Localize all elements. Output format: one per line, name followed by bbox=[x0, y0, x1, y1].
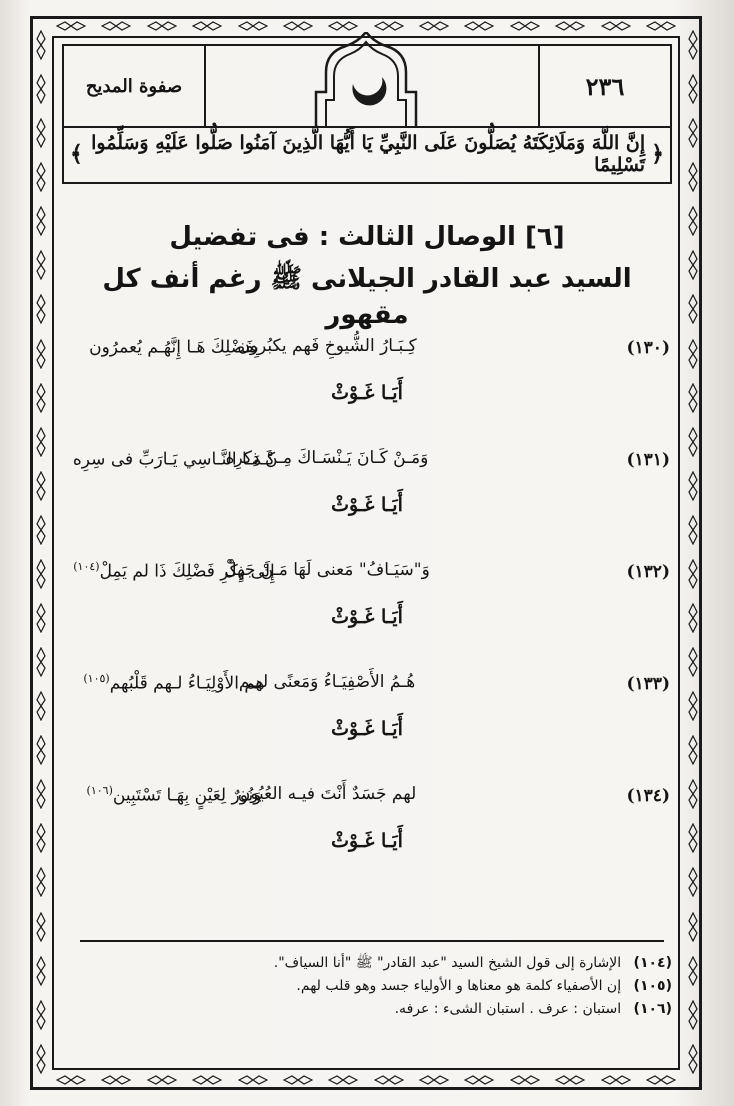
stanza bbox=[62, 442, 672, 554]
second-hemistich bbox=[64, 672, 284, 694]
border-ornament-icon bbox=[36, 471, 46, 501]
border-ornament-icon bbox=[36, 206, 46, 236]
footnote-number: (١٠٤) bbox=[633, 955, 672, 971]
stanza bbox=[62, 554, 672, 666]
refrain: أَيَـا غَـوْثْ bbox=[331, 606, 403, 628]
border-ornament-icon bbox=[555, 21, 585, 31]
border-ornament-icon bbox=[36, 74, 46, 104]
border-ornament-icon bbox=[56, 1075, 86, 1085]
verse-number: (١٣٣) bbox=[626, 674, 670, 694]
border-ornament-icon bbox=[419, 21, 449, 31]
header-box bbox=[62, 44, 672, 184]
verse-row bbox=[62, 778, 672, 828]
quran-verse bbox=[64, 126, 670, 182]
border-ornament-icon bbox=[688, 1000, 698, 1030]
border-ornament-icon bbox=[464, 21, 494, 31]
border-ornament-icon bbox=[36, 691, 46, 721]
verse-row bbox=[62, 330, 672, 380]
bottom-ornament-row bbox=[56, 1072, 676, 1088]
border-ornament-icon bbox=[36, 118, 46, 148]
border-ornament-icon bbox=[36, 250, 46, 280]
footnote-number: (١٠٦) bbox=[633, 1001, 672, 1017]
border-ornament-icon bbox=[36, 339, 46, 369]
footnote-marker: (١٠٦) bbox=[86, 784, 113, 797]
crescent-arch-icon bbox=[306, 32, 426, 126]
border-ornament-icon bbox=[328, 1075, 358, 1085]
header-top-row bbox=[64, 46, 670, 128]
second-hemistich bbox=[64, 336, 284, 358]
border-ornament-icon bbox=[192, 21, 222, 31]
second-hemistich bbox=[64, 560, 284, 582]
border-ornament-icon bbox=[688, 867, 698, 897]
stanza bbox=[62, 330, 672, 442]
refrain: أَيَـا غَـوْثْ bbox=[331, 382, 403, 404]
border-ornament-icon bbox=[688, 118, 698, 148]
footnote bbox=[80, 975, 672, 998]
verse-row bbox=[62, 666, 672, 716]
border-ornament-icon bbox=[688, 427, 698, 457]
first-hemistich: وَمَـنْ كَـانَ يَـنْسَـاكَ مِـنْ ذِكرِه bbox=[225, 448, 429, 468]
border-ornament-icon bbox=[464, 1075, 494, 1085]
border-ornament-icon bbox=[688, 339, 698, 369]
footnote bbox=[80, 952, 672, 975]
border-ornament-icon bbox=[283, 21, 313, 31]
border-ornament-icon bbox=[688, 206, 698, 236]
verse-number: (١٣٤) bbox=[626, 786, 670, 806]
border-ornament-icon bbox=[374, 1075, 404, 1085]
border-ornament-icon bbox=[688, 30, 698, 60]
border-ornament-icon bbox=[688, 250, 698, 280]
stanza bbox=[62, 778, 672, 890]
border-ornament-icon bbox=[688, 471, 698, 501]
first-hemistich: لهم جَسَدٌ أَنْتَ فيـه العُيُون bbox=[237, 784, 417, 804]
border-ornament-icon bbox=[555, 1075, 585, 1085]
border-ornament-icon bbox=[688, 823, 698, 853]
border-ornament-icon bbox=[36, 912, 46, 942]
border-ornament-icon bbox=[36, 559, 46, 589]
book-title: صفوة المديح bbox=[64, 46, 206, 126]
border-ornament-icon bbox=[238, 21, 268, 31]
border-ornament-icon bbox=[510, 1075, 540, 1085]
border-ornament-icon bbox=[688, 559, 698, 589]
border-ornament-icon bbox=[36, 162, 46, 192]
hemistich-text: هم الأَوْلِيَـاءُ لـهم قَلْبُهم bbox=[109, 673, 265, 694]
footnote-marker: (١٠٤) bbox=[73, 560, 100, 573]
verse-close-bracket: ﴾ bbox=[70, 141, 83, 167]
border-ornament-icon bbox=[36, 294, 46, 324]
border-ornament-icon bbox=[283, 1075, 313, 1085]
refrain: أَيَـا غَـوْثْ bbox=[331, 718, 403, 740]
border-ornament-icon bbox=[36, 1044, 46, 1074]
first-hemistich: وَ"سَيَـافُ" مَعنى لَهَا مَـنْ جَهِلْ bbox=[224, 560, 430, 580]
left-ornament-column bbox=[32, 30, 50, 1074]
footnote-number: (١٠٥) bbox=[633, 978, 672, 994]
verse-number: (١٣١) bbox=[626, 450, 670, 470]
border-ornament-icon bbox=[36, 1000, 46, 1030]
border-ornament-icon bbox=[688, 956, 698, 986]
border-ornament-icon bbox=[36, 779, 46, 809]
footnote bbox=[80, 998, 672, 1021]
hemistich-text: كَـمَـا النَّـاسِي يَـارَبِّ فى سِرِه bbox=[72, 449, 276, 470]
border-ornament-icon bbox=[56, 21, 86, 31]
section-subtitle: السيد عبد القادر الجيلانى ﷺ رغم أنف كل مقهور bbox=[102, 264, 632, 330]
verse-open-bracket: ﴿ bbox=[651, 141, 664, 167]
verse-text: إِنَّ اللَّهَ وَمَلَائِكَتَهُ يُصَلُّونَ عَلَى النَّبِيِّ يَا أَيُّهَا الَّذِينَ آمَنُوا صَلُّوا عَلَيْهِ وَسَلِّمُوا تَسْلِيمًا bbox=[91, 132, 646, 176]
border-ornament-icon bbox=[419, 1075, 449, 1085]
first-hemistich: كِـبَـارُ الشُّيوخِ فَهم يكبُرون bbox=[237, 336, 417, 356]
border-ornament-icon bbox=[36, 383, 46, 413]
border-ornament-icon bbox=[36, 603, 46, 633]
verse-number: (١٣٢) bbox=[626, 562, 670, 582]
border-ornament-icon bbox=[688, 691, 698, 721]
footnote-text: استبان : عرف . استبان الشىء : عرفه. bbox=[394, 1001, 622, 1017]
border-ornament-icon bbox=[646, 1075, 676, 1085]
refrain: أَيَـا غَـوْثْ bbox=[331, 830, 403, 852]
border-ornament-icon bbox=[688, 735, 698, 765]
footnotes bbox=[80, 952, 672, 1021]
footnote-marker: (١٠٥) bbox=[83, 672, 110, 685]
hemistich-text: إِلَى ذِكْرِ فَضْلِكَ ذَا لم يَمِلْ bbox=[99, 561, 275, 582]
verse-row bbox=[62, 442, 672, 492]
second-hemistich bbox=[64, 448, 284, 470]
verse-number: (١٣٠) bbox=[626, 338, 670, 358]
border-ornament-icon bbox=[328, 21, 358, 31]
border-ornament-icon bbox=[688, 74, 698, 104]
verse-row bbox=[62, 554, 672, 604]
stanza bbox=[62, 666, 672, 778]
page-number: ٢٣٦ bbox=[538, 46, 670, 126]
border-ornament-icon bbox=[688, 603, 698, 633]
border-ornament-icon bbox=[688, 383, 698, 413]
border-ornament-icon bbox=[688, 779, 698, 809]
border-ornament-icon bbox=[36, 823, 46, 853]
border-ornament-icon bbox=[238, 1075, 268, 1085]
border-ornament-icon bbox=[36, 30, 46, 60]
border-ornament-icon bbox=[601, 1075, 631, 1085]
refrain: أَيَـا غَـوْثْ bbox=[331, 494, 403, 516]
poem bbox=[62, 330, 672, 890]
border-ornament-icon bbox=[510, 21, 540, 31]
border-ornament-icon bbox=[688, 162, 698, 192]
border-ornament-icon bbox=[147, 1075, 177, 1085]
border-ornament-icon bbox=[688, 912, 698, 942]
section-title: [٦] الوصال الثالث : فى تفضيل bbox=[169, 222, 565, 252]
border-ornament-icon bbox=[36, 647, 46, 677]
border-ornament-icon bbox=[688, 647, 698, 677]
footnote-text: إن الأصفياء كلمة هو معناها و الأولياء جسد وهو قلب لهم. bbox=[296, 978, 622, 994]
border-ornament-icon bbox=[101, 21, 131, 31]
border-ornament-icon bbox=[646, 21, 676, 31]
border-ornament-icon bbox=[101, 1075, 131, 1085]
border-ornament-icon bbox=[147, 21, 177, 31]
border-ornament-icon bbox=[36, 515, 46, 545]
border-ornament-icon bbox=[36, 427, 46, 457]
border-ornament-icon bbox=[688, 515, 698, 545]
footnote-text: الإشارة إلى قول الشيخ السيد "عبد القادر" ﷺ "أنا السياف". bbox=[273, 955, 622, 971]
border-ornament-icon bbox=[374, 21, 404, 31]
border-ornament-icon bbox=[688, 1044, 698, 1074]
border-ornament-icon bbox=[36, 735, 46, 765]
border-ornament-icon bbox=[192, 1075, 222, 1085]
hemistich-text: وَنُورٌ لِعَيْنٍ بِهَـا تَسْتَبِين bbox=[112, 785, 262, 806]
hemistich-text: بِفَضْلِكَ هَـا إِنَّهُـم يُعمرُون bbox=[89, 337, 259, 358]
border-ornament-icon bbox=[688, 294, 698, 324]
first-hemistich: هُـمُ الأَصْفِيَـاءُ وَمَعنًى لهـم bbox=[238, 672, 416, 692]
border-ornament-icon bbox=[601, 21, 631, 31]
footnote-separator bbox=[80, 940, 664, 942]
border-ornament-icon bbox=[36, 867, 46, 897]
border-ornament-icon bbox=[36, 956, 46, 986]
right-ornament-column bbox=[684, 30, 702, 1074]
second-hemistich bbox=[64, 784, 284, 806]
